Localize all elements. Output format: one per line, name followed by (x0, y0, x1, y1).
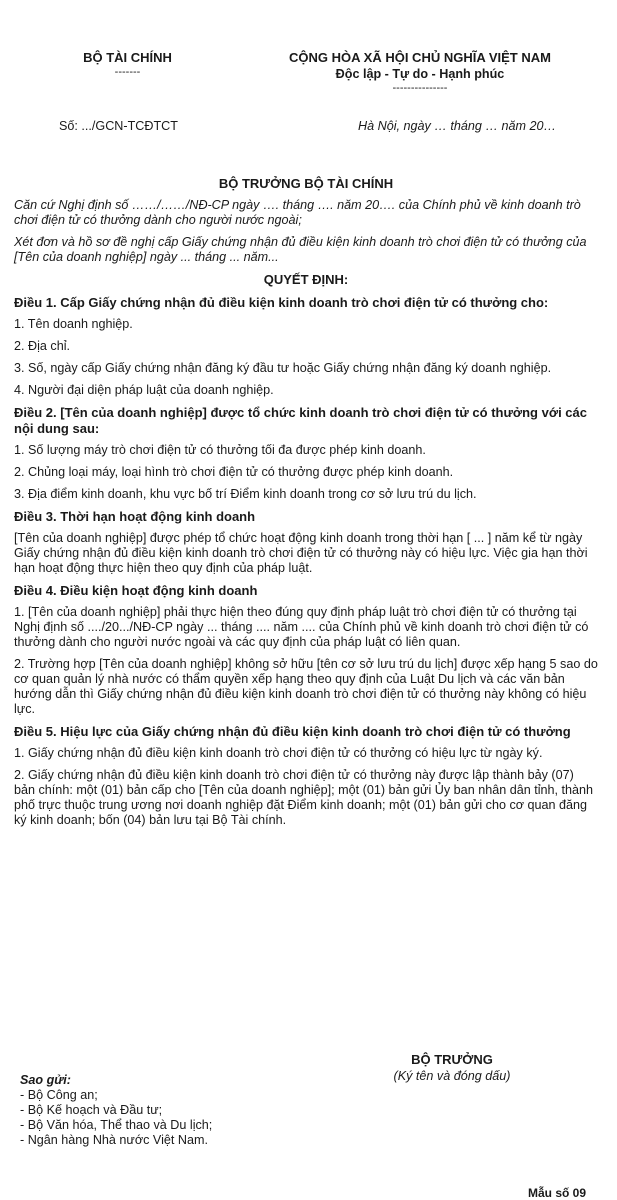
issuing-organization (50, 50, 205, 78)
article-2-item: 2. Chủng loại máy, loại hình trò chơi điện tử có thưởng được phép kinh doanh. (14, 465, 454, 479)
legal-basis-2: Xét đơn và hồ sơ đề nghị cấp Giấy chứng nhận đủ điều kiện kinh doanh trò chơi điện tử có thưởng của [Tên của doanh nghiệp] ngày ... tháng ... năm... (14, 235, 587, 264)
article-5-title: Điều 5. Hiệu lực của Giấy chứng nhận đủ điều kiện kinh doanh trò chơi điện tử có thưởng (14, 724, 571, 739)
article-1-item: 3. Số, ngày cấp Giấy chứng nhận đăng ký đầu tư hoặc Giấy chứng nhận đăng ký doanh nghiệp. (14, 361, 552, 375)
recipients-list (20, 1073, 320, 1148)
article-3-text: [Tên của doanh nghiệp] được phép tổ chức hoạt động kinh doanh trong thời hạn [ ... ] năm kể từ ngày Giấy chứng nhận đủ điều kiện kinh doanh trò chơi điện tử có thưởng này có hiệu lực. Việc gia hạn thời hạn hoạt động thực hiện theo quy định của pháp luật. (14, 531, 588, 575)
document-body (14, 176, 598, 835)
article-4-item: 2. Trường hợp [Tên của doanh nghiệp] không sở hữu [tên cơ sở lưu trú du lịch] được xếp hạng 5 sao do cơ quan quản lý nhà nước có thẩm quyền xếp hạng theo quy định của Luật Du lịch và các văn bản hướng dẫn thì Giấy chứng nhận đủ điều kiện kinh doanh trò chơi điện tử có thưởng này không có hiệu lực. (14, 657, 598, 716)
document-number: Số: .../GCN-TCĐTCT (59, 119, 178, 133)
article-5-item: 2. Giấy chứng nhận đủ điều kiện kinh doanh trò chơi điện tử có thưởng này được lập thành bảy (07) bản chính: một (01) bản cấp cho [Tên của doanh nghiệp]; một (01) bản gửi Ủy ban nhân dân tỉnh, thành phố trực thuộc trung ương nơi doanh nghiệp đặt Điểm kinh doanh; một (01) bản gửi cho cơ quan đăng ký kinh doanh; bốn (04) bản lưu tại Bộ Tài chính. (14, 768, 594, 827)
nation-name: CỘNG HÒA XÃ HỘI CHỦ NGHĨA VIỆT NAM (289, 50, 551, 65)
recipient-item: - Ngân hàng Nhà nước Việt Nam. (20, 1133, 208, 1147)
article-1-item: 2. Địa chỉ. (14, 339, 70, 353)
signature-block (372, 1052, 532, 1084)
article-2-title: Điều 2. [Tên của doanh nghiệp] được tổ chức kinh doanh trò chơi điện tử có thưởng với các nội dung sau: (14, 405, 587, 436)
article-1-item: 4. Người đại diện pháp luật của doanh nghiệp. (14, 383, 274, 397)
signer-title: BỘ TRƯỞNG (411, 1052, 493, 1067)
article-4-title: Điều 4. Điều kiện hoạt động kinh doanh (14, 583, 258, 598)
recipient-item: - Bộ Công an; (20, 1088, 98, 1102)
article-3-title: Điều 3. Thời hạn hoạt động kinh doanh (14, 509, 256, 524)
article-1-item: 1. Tên doanh nghiệp. (14, 317, 133, 331)
article-2-item: 3. Địa điểm kinh doanh, khu vực bố trí Điểm kinh doanh trong cơ sở lưu trú du lịch. (14, 487, 477, 501)
form-number: Mẫu số 09 (528, 1186, 587, 1200)
article-2-item: 1. Số lượng máy trò chơi điện tử có thưởng tối đa được phép kinh doanh. (14, 443, 426, 457)
signature-note: (Ký tên và đóng dấu) (393, 1069, 511, 1083)
article-5-item: 1. Giấy chứng nhận đủ điều kiện kinh doanh trò chơi điện tử có thưởng có hiệu lực từ ngày ký. (14, 746, 543, 760)
recipients-heading: Sao gửi: (20, 1073, 71, 1087)
national-header (250, 50, 590, 94)
recipient-item: - Bộ Văn hóa, Thể thao và Du lịch; (20, 1118, 213, 1132)
legal-basis-1: Căn cứ Nghị định số ……/……/NĐ-CP ngày …. tháng …. năm 20…. của Chính phủ về kinh doanh trò chơi điện tử có thưởng dành cho người nước ngoài; (14, 198, 581, 227)
decision-heading: QUYẾT ĐỊNH: (263, 272, 349, 287)
document-title: BỘ TRƯỞNG BỘ TÀI CHÍNH (218, 176, 394, 191)
motto-rule: --------------- (392, 82, 448, 94)
article-1-title: Điều 1. Cấp Giấy chứng nhận đủ điều kiện kinh doanh trò chơi điện tử có thưởng cho: (14, 295, 549, 310)
place-date: Hà Nội, ngày … tháng … năm 20… (358, 119, 557, 133)
article-4-item: 1. [Tên của doanh nghiệp] phải thực hiện theo đúng quy định pháp luật trò chơi điện tử có thưởng tại Nghị định số ..../20.../NĐ-CP ngày ... tháng .... năm .... của Chính phủ về kinh doanh trò chơi điện tử có thưởng dành cho người nước ngoài và các quy định của pháp luật có liên quan. (14, 605, 589, 649)
national-motto: Độc lập - Tự do - Hạnh phúc (335, 67, 505, 81)
org-rule: ------- (114, 66, 141, 78)
recipient-item: - Bộ Kế hoạch và Đầu tư; (20, 1103, 163, 1117)
org-name: BỘ TÀI CHÍNH (83, 50, 172, 65)
